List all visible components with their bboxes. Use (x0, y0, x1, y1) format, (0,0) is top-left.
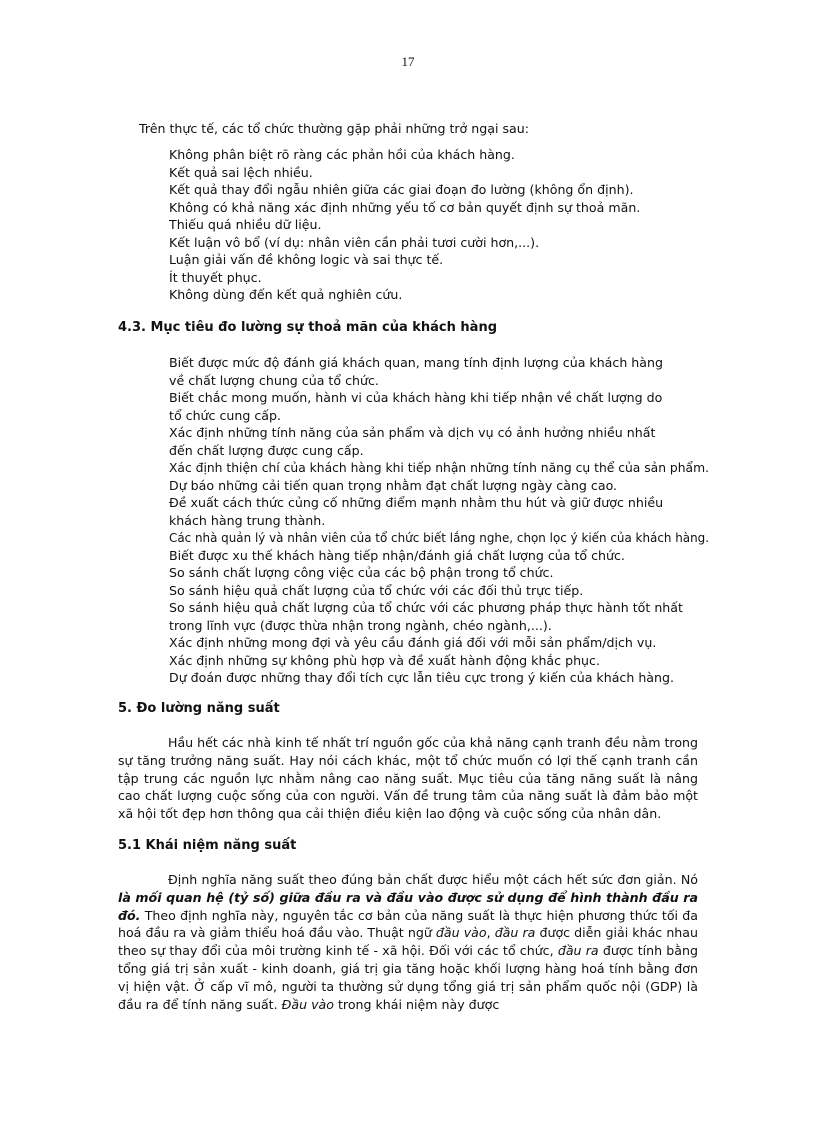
obstacle-item: Thiếu quá nhiều dữ liệu. (169, 217, 322, 232)
objective-line: khách hàng trung thành. (169, 512, 326, 528)
objective-line: trong lĩnh vực (được thừa nhận trong ngành, chéo ngành,...). (169, 617, 552, 633)
objective-line: Dự báo những cải tiến quan trọng nhằm đạt chất lượng ngày càng cao. (169, 477, 618, 493)
objective-line: Biết được xu thế khách hàng tiếp nhận/đánh giá chất lượng của tổ chức. (169, 547, 625, 563)
objective-line: về chất lượng chung của tổ chức. (169, 372, 379, 388)
objective-line: Dự đoán được những thay đổi tích cực lẫn tiêu cực trong ý kiến của khách hàng. (169, 670, 675, 685)
intro-text: Trên thực tế, các tổ chức thường gặp phải những trở ngại sau: (139, 121, 529, 136)
obstacle-item: Không có khả năng xác định những yếu tố cơ bản quyết định sự thoả mãn. (169, 199, 641, 215)
obstacle-item: Không dùng đến kết quả nghiên cứu. (169, 287, 403, 302)
objective-line: So sánh chất lượng công việc của các bộ phận trong tổ chức. (169, 565, 554, 580)
objective-line: đến chất lượng được cung cấp. (169, 442, 364, 458)
para-mid-3: được tính bằng tổng giá trị sản xuất - kinh doanh, giá trị gia tăng hoặc khối lượng hàng hoá tính bằng đơn vị hiện vật. Ở cấp vĩ mô, người ta thường sử dụng tổng giá trị sản phẩm quốc nội (GDP) là đầu ra để tính năng suất. (118, 943, 698, 1012)
page-number: 17 (401, 54, 415, 69)
para-mid-2: được diễn giải khác nhau theo sự thay đổi của môi trường kinh tế - xã hội. Đối với các tổ chức, (118, 925, 698, 959)
para-start: Định nghĩa năng suất theo đúng bản chất được hiểu một cách hết sức đơn giản. Nó (168, 872, 698, 887)
term-separator: , (486, 925, 495, 941)
term-output: đầu ra (494, 925, 536, 941)
objective-line: Đề xuất cách thức củng cố những điểm mạnh nhằm thu hút và giữ được nhiều (169, 495, 664, 510)
objective-line: Biết được mức độ đánh giá khách quan, mang tính định lượng của khách hàng (169, 355, 663, 370)
objective-line: So sánh hiệu quả chất lượng của tổ chức với các phương pháp thực hành tốt nhất (169, 600, 683, 615)
objective-list (169, 354, 739, 687)
section-5-1-paragraph (118, 871, 698, 1013)
definition-emphasis: là mối quan hệ (tỷ số) giữa đầu ra và đầu vào được sử dụng để hình thành đầu ra đó. (118, 889, 698, 923)
objective-line: Xác định thiện chí của khách hàng khi tiếp nhận những tính năng cụ thể của sản phẩm. (169, 460, 709, 475)
objective-line: So sánh hiệu quả chất lượng của tổ chức với các đối thủ trực tiếp. (169, 582, 584, 598)
obstacle-item: Kết quả sai lệch nhiều. (169, 164, 313, 180)
objective-line: Các nhà quản lý và nhân viên của tổ chức biết lắng nghe, chọn lọc ý kiến của khách hàng. (169, 530, 709, 545)
obstacle-item: Luận giải vấn đề không logic và sai thực tế. (169, 252, 444, 267)
objective-line: Xác định những mong đợi và yêu cầu đánh giá đối với mỗi sản phẩm/dịch vụ. (169, 635, 657, 650)
obstacle-item: Ít thuyết phục. (169, 269, 262, 285)
section-heading-5: 5. Đo lường năng suất (118, 701, 280, 716)
section-heading-4-3: 4.3. Mục tiêu đo lường sự thoả mãn của khách hàng (118, 320, 497, 335)
objective-line: Xác định những tính năng của sản phẩm và dịch vụ có ảnh hưởng nhiều nhất (169, 425, 656, 440)
para-end: trong khái niệm này được (333, 996, 500, 1012)
section-5-paragraph (118, 734, 698, 823)
term-input-2: Đầu vào (281, 996, 334, 1012)
objective-line: tổ chức cung cấp. (169, 407, 281, 423)
obstacle-item: Không phân biệt rõ ràng các phản hồi của khách hàng. (169, 147, 515, 162)
obstacle-list (169, 146, 640, 304)
section-5-text: Hầu hết các nhà kinh tế nhất trí nguồn gốc của khả năng cạnh tranh đều nằm trong sự tăng trưởng năng suất. Hay nói cách khác, một tổ chức muốn có lợi thế cạnh tranh cần tập trung các nguồn lực nhằm nâng cao năng suất. Mục tiêu của tăng năng suất là nâng cao chất lượng cuộc sống của con người. Vấn đề trung tâm của năng suất là đảm bảo một xã hội tốt đẹp hơn thông qua cải thiện điều kiện lao động và cuộc sống của nhân dân. (118, 735, 698, 822)
obstacle-item: Kết luận vô bổ (ví dụ: nhân viên cần phải tươi cười hơn,...). (169, 234, 540, 250)
objective-line: Biết chắc mong muốn, hành vi của khách hàng khi tiếp nhận về chất lượng do (169, 390, 663, 405)
objective-line: Xác định những sự không phù hợp và đề xuất hành động khắc phục. (169, 652, 600, 668)
term-input: đầu vào (435, 925, 487, 941)
section-heading-5-1: 5.1 Khái niệm năng suất (118, 838, 297, 853)
para-mid-1: Theo định nghĩa này, nguyên tắc cơ bản của năng suất là thực hiện phương thức tối đa hoá đầu ra và giảm thiểu hoá đầu vào. Thuật ngữ (118, 907, 698, 941)
term-output-2: đầu ra (557, 943, 599, 959)
obstacle-item: Kết quả thay đổi ngẫu nhiên giữa các giai đoạn đo lường (không ổn định). (169, 182, 634, 197)
